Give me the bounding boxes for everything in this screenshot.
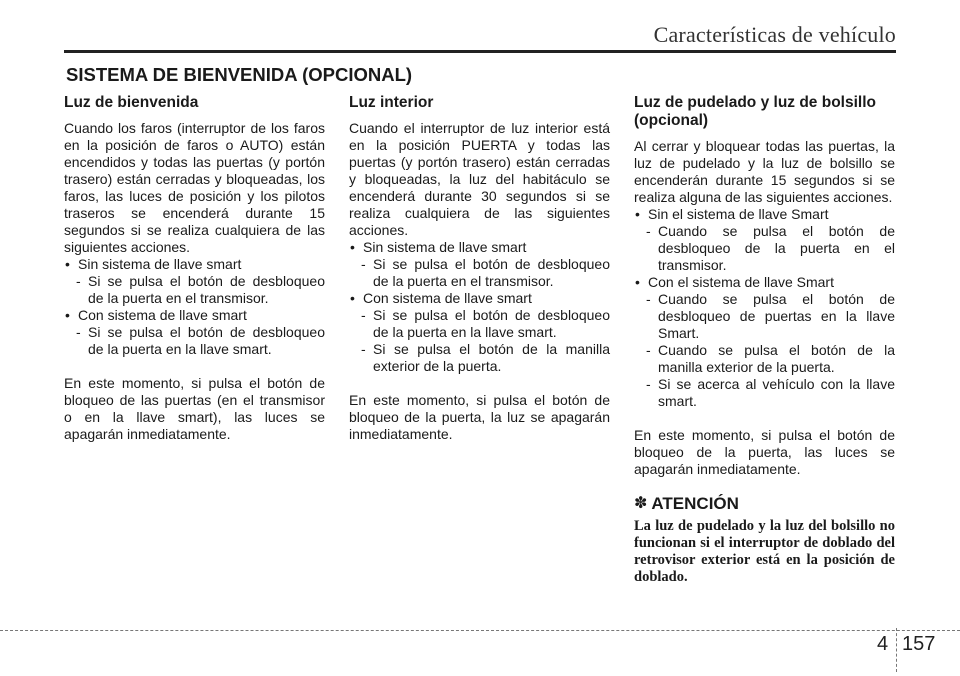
heading-puddle-light: Luz de pudelado y luz de bolsillo (opcional) bbox=[634, 94, 876, 129]
sub-item: - Si se pulsa el botón de desbloqueo de la puerta en la llave smart. bbox=[349, 307, 610, 341]
sub-item: - Cuando se pulsa el botón de desbloqueo de la puerta en el transmisor. bbox=[634, 223, 895, 274]
page-number: 157 bbox=[902, 633, 936, 655]
sub-item: - Si se acerca al vehículo con la llave smart. bbox=[634, 376, 895, 410]
sub-item: - Cuando se pulsa el botón de la manilla exterior de la puerta. bbox=[634, 342, 895, 376]
bullet-item: • Con el sistema de llave Smart bbox=[634, 274, 895, 291]
paragraph-intro: Cuando el interruptor de luz interior está en la posición PUERTA y todas las puertas (y portón trasero) están cerradas y bloqueadas, la luz del habitáculo se encenderá durante 30 segundos si se realiza cualquiera de las siguientes acciones. bbox=[349, 120, 610, 238]
attention-label: ATENCIÓN bbox=[651, 494, 739, 513]
sub-item: - Si se pulsa el botón de desbloqueo de la puerta en el transmisor. bbox=[349, 256, 610, 290]
heading-welcome-light: Luz de bienvenida bbox=[64, 94, 199, 111]
paragraph-closing: En este momento, si pulsa el botón de bloqueo de la puerta, las luces se apagarán inmediatamente. bbox=[634, 427, 895, 477]
page-divider bbox=[896, 628, 897, 672]
bullet-item: • Sin sistema de llave smart bbox=[64, 256, 325, 273]
paragraph-intro: Cuando los faros (interruptor de los faros en la posición de faros o AUTO) están encendidos y todas las puertas (y portón trasero) están cerradas y bloqueadas, los faros, las luces de posición y los pilotos traseros se encenderá durante 15 segundos si se realiza cualquiera de las siguientes acciones. bbox=[64, 120, 325, 255]
paragraph-intro: Al cerrar y bloquear todas las puertas, la luz de pudelado y la luz de bolsillo se encenderán durante 15 segundos si se realiza alguna de las siguientes acciones. bbox=[634, 138, 895, 205]
bullet-item: • Con sistema de llave smart bbox=[64, 307, 325, 324]
attention-body: La luz de pudelado y la luz del bolsillo no funcionan si el interruptor de doblado del retrovisor exterior está en la posición de doblado. bbox=[634, 518, 895, 585]
bullet-item: • Sin el sistema de llave Smart bbox=[634, 206, 895, 223]
sub-item: - Cuando se pulsa el botón de desbloqueo de puertas en la llave Smart. bbox=[634, 291, 895, 342]
footer-rule bbox=[0, 630, 960, 631]
sub-item: - Si se pulsa el botón de desbloqueo de la puerta en el transmisor. bbox=[64, 273, 325, 307]
chapter-number: 4 bbox=[877, 633, 889, 655]
asterisk-icon: ✽ bbox=[634, 495, 648, 512]
attention-heading bbox=[634, 495, 895, 512]
bullet-item: • Sin sistema de llave smart bbox=[349, 239, 610, 256]
heading-interior-light: Luz interior bbox=[349, 94, 434, 111]
paragraph-closing: En este momento, si pulsa el botón de bloqueo de las puertas (en el transmisor o en la llave smart), las luces se apagarán inmediatamente. bbox=[64, 375, 325, 442]
chapter-title: Características de vehículo bbox=[653, 22, 896, 47]
column-puddle-light bbox=[634, 94, 895, 586]
sub-item: - Si se pulsa el botón de la manilla exterior de la puerta. bbox=[349, 341, 610, 375]
section-title: SISTEMA DE BIENVENIDA (OPCIONAL) bbox=[66, 64, 413, 85]
column-welcome-light bbox=[64, 94, 325, 443]
bullet-item: • Con sistema de llave smart bbox=[349, 290, 610, 307]
sub-item: - Si se pulsa el botón de desbloqueo de la puerta en la llave smart. bbox=[64, 324, 325, 358]
column-interior-light bbox=[349, 94, 610, 443]
paragraph-closing: En este momento, si pulsa el botón de bloqueo de la puerta, la luz se apagarán inmediatamente. bbox=[349, 392, 610, 442]
header-rule bbox=[64, 50, 896, 53]
